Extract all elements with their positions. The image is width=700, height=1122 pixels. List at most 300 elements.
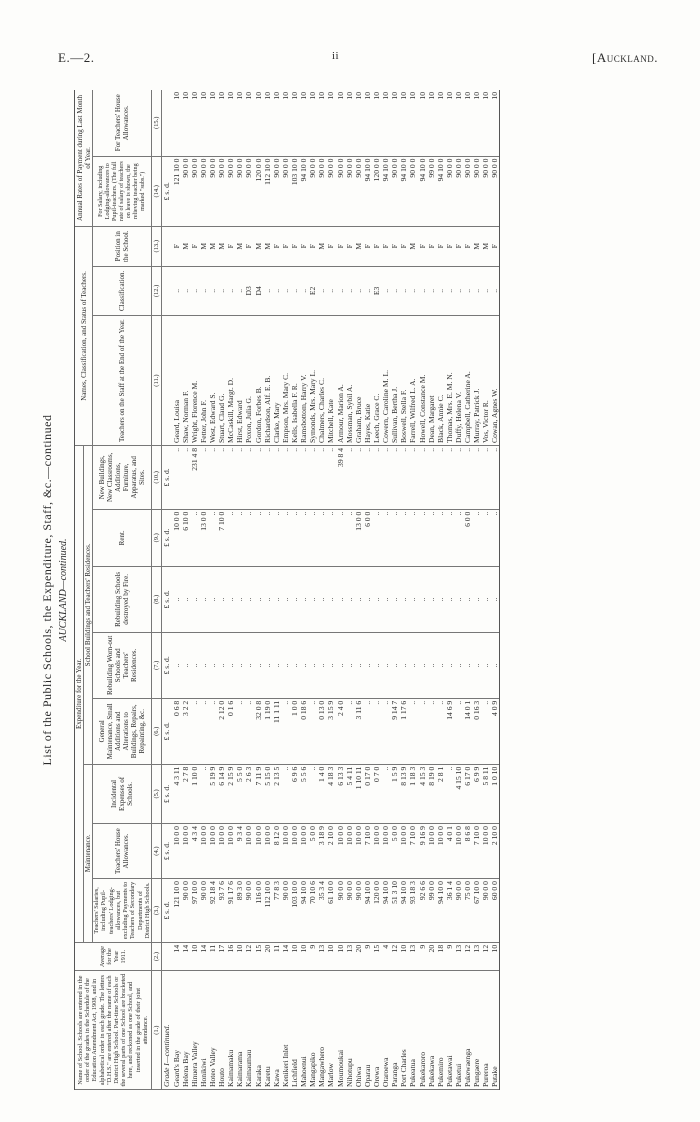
salary-rate-value: 90 0 0 <box>490 156 500 226</box>
rebuilding-fire-value: .. <box>336 566 345 632</box>
teacher-name: Kells, Isabella F. R. <box>290 316 299 446</box>
house-allowance-value: 10 0 0 <box>217 824 226 879</box>
new-buildings-value: .. <box>472 445 481 509</box>
teacher-name: Thomas, Mrs. E. M. N. <box>445 316 454 446</box>
rent-value: 6 0 0 <box>463 509 472 566</box>
rebuilding-fire-value: .. <box>490 566 500 632</box>
page-number: ii <box>332 50 340 62</box>
position-value: M <box>181 226 190 266</box>
rebuilding-fire-value: .. <box>408 566 417 632</box>
salaries-value: 90 0 0 <box>354 879 363 943</box>
rent-value: 7 10 0 <box>217 509 226 566</box>
maintenance-value: .. <box>199 698 208 764</box>
teacher-name: Cowan, Agnes W. <box>490 316 500 446</box>
rebuilding-worn-value: .. <box>354 632 363 698</box>
teacher-name: Gordon, Forbes B. <box>254 316 263 446</box>
teacher-name: Black, Annie C. <box>436 316 445 446</box>
rent-value: 6 10 0 <box>181 509 190 566</box>
position-value: M <box>481 226 490 266</box>
incidental-value: 4 15 3 <box>418 764 427 823</box>
maintenance-value: 0 1 6 <box>226 698 235 764</box>
salary-rate-value: 90 0 0 <box>345 156 354 226</box>
position-value: F <box>445 226 454 266</box>
rebuilding-worn-value: .. <box>263 632 272 698</box>
rebuilding-fire-value: .. <box>399 566 408 632</box>
maintenance-value: .. <box>381 698 390 764</box>
new-buildings-value: .. <box>399 445 408 509</box>
house-rate-value: 10 <box>490 90 500 156</box>
new-buildings-value: .. <box>490 445 500 509</box>
rebuilding-fire-value: .. <box>326 566 335 632</box>
house-allowance-value: 2 10 0 <box>326 824 335 879</box>
rebuilding-fire-value: .. <box>427 566 436 632</box>
house-allowance-value: 10 0 0 <box>263 824 272 879</box>
maintenance-value: 3 15 9 <box>326 698 335 764</box>
col-header-salaries: Teachers' Salaries, including Pupil-teachers' Lodging-allowances, but excluding Payments to Teachers of Secondary Departments of District High Schools. <box>93 879 152 943</box>
rent-value: .. <box>345 509 354 566</box>
salary-rate-value: 94 10 0 <box>299 156 308 226</box>
position-value: M <box>208 226 217 266</box>
house-allowance-value: 10 0 0 <box>427 824 436 879</box>
classification-value: D3 <box>244 266 253 316</box>
house-rate-value: 10 <box>181 90 190 156</box>
rebuilding-worn-value: .. <box>445 632 454 698</box>
school-name: Geard's Bay <box>172 971 181 1090</box>
school-name: Pungaere <box>472 971 481 1090</box>
rebuilding-fire-value: .. <box>345 566 354 632</box>
classification-value: .. <box>181 266 190 316</box>
incidental-value: 0 17 0 <box>363 764 372 823</box>
school-name: Honikiwi <box>199 971 208 1090</box>
salaries-value: 90 0 0 <box>281 879 290 943</box>
position-value: F <box>272 226 281 266</box>
page-header-right: [Auckland. <box>592 50 658 65</box>
incidental-value: 4 18 3 <box>326 764 335 823</box>
rent-value: .. <box>336 509 345 566</box>
position-value: F <box>390 226 399 266</box>
school-name: Pukekawa <box>427 971 436 1090</box>
incidental-value: 8 19 0 <box>427 764 436 823</box>
col-header-position: Position in the School. <box>93 226 152 266</box>
rent-value: .. <box>290 509 299 566</box>
incidental-value: 6 9 9 <box>472 764 481 823</box>
table-row <box>326 90 335 1090</box>
average-attendance: 9 <box>308 942 317 970</box>
average-attendance: 12 <box>390 942 399 970</box>
classification-value: .. <box>235 266 244 316</box>
table-row <box>308 90 317 1090</box>
grade-label: Grade I—continued. <box>162 971 172 1090</box>
table-row <box>336 90 345 1090</box>
salary-rate-value: 99 0 0 <box>427 156 436 226</box>
new-buildings-value: .. <box>217 445 226 509</box>
table-row <box>208 90 217 1090</box>
school-name: Kawa <box>272 971 281 1090</box>
house-allowance-value: 10 0 0 <box>172 824 181 879</box>
classification-value: .. <box>208 266 217 316</box>
new-buildings-value: .. <box>208 445 217 509</box>
new-buildings-value: .. <box>317 445 326 509</box>
group-header-maintenance: Maintenance. <box>84 764 93 942</box>
salary-rate-value: 90 0 0 <box>190 156 199 226</box>
new-buildings-value: .. <box>445 445 454 509</box>
house-rate-value: 10 <box>208 90 217 156</box>
maintenance-value: .. <box>308 698 317 764</box>
house-allowance-value: 10 0 0 <box>281 824 290 879</box>
school-name: Otaroewa <box>381 971 390 1090</box>
teacher-name: Wright, Florence M. <box>190 316 199 446</box>
salary-rate-value: 112 10 0 <box>263 156 272 226</box>
maintenance-value: .. <box>190 698 199 764</box>
salaries-value: 90 0 0 <box>345 879 354 943</box>
average-attendance: 14 <box>199 942 208 970</box>
average-attendance: 15 <box>254 942 263 970</box>
salaries-value: 91 17 6 <box>226 879 235 943</box>
incidental-value: 4 15 10 <box>454 764 463 823</box>
house-allowance-value: 10 0 0 <box>336 824 345 879</box>
col-header-general-maintenance: General Maintenance, Small Additions and Alterations to Buildings, Repairs, Repainting, &c. <box>93 698 152 764</box>
maintenance-value: .. <box>372 698 381 764</box>
classification-value: .. <box>354 266 363 316</box>
house-allowance-value: 10 0 0 <box>199 824 208 879</box>
incidental-value: 8 13 9 <box>399 764 408 823</box>
average-attendance: 12 <box>244 942 253 970</box>
salaries-value: 89 3 0 <box>235 879 244 943</box>
school-name: Port Charles <box>399 971 408 1090</box>
salary-rate-value: 90 0 0 <box>326 156 335 226</box>
average-attendance: 20 <box>263 942 272 970</box>
col-number: (14.) <box>151 156 161 226</box>
table-row <box>199 90 208 1090</box>
rebuilding-fire-value: .. <box>390 566 399 632</box>
rent-value: .. <box>399 509 408 566</box>
maintenance-value: 3 2 2 <box>181 698 190 764</box>
position-value: F <box>363 226 372 266</box>
col-number: (10.) <box>151 445 161 509</box>
salary-rate-value: 94 10 0 <box>418 156 427 226</box>
new-buildings-value: .. <box>290 445 299 509</box>
house-rate-value: 10 <box>445 90 454 156</box>
maintenance-value: .. <box>418 698 427 764</box>
house-rate-value: 10 <box>217 90 226 156</box>
rent-value: .. <box>299 509 308 566</box>
col-number: (9.) <box>151 509 161 566</box>
house-allowance-value: 10 0 0 <box>372 824 381 879</box>
rent-value: .. <box>490 509 500 566</box>
maintenance-value: .. <box>281 698 290 764</box>
rebuilding-worn-value: .. <box>481 632 490 698</box>
house-rate-value: 10 <box>436 90 445 156</box>
salary-rate-value: 90 0 0 <box>244 156 253 226</box>
incidental-value: 1 5 9 <box>390 764 399 823</box>
rebuilding-worn-value: .. <box>418 632 427 698</box>
col-header-rebuilding-fire: Rebuilding Schools destroyed by Fire. <box>93 566 152 632</box>
house-allowance-value: 9 3 4 <box>235 824 244 879</box>
new-buildings-value: .. <box>235 445 244 509</box>
rebuilding-fire-value: .. <box>199 566 208 632</box>
new-buildings-value: .. <box>345 445 354 509</box>
house-rate-value: 10 <box>317 90 326 156</box>
classification-value: .. <box>490 266 500 316</box>
salaries-value: 90 0 0 <box>199 879 208 943</box>
new-buildings-value: .. <box>226 445 235 509</box>
unit-label: £ s. d. <box>162 156 172 226</box>
rent-value: .. <box>308 509 317 566</box>
teacher-name: Leech, Grace C. <box>372 316 381 446</box>
position-value: F <box>345 226 354 266</box>
rent-value: .. <box>436 509 445 566</box>
rebuilding-worn-value: .. <box>217 632 226 698</box>
col-number: (2.) <box>151 942 161 970</box>
table-row <box>454 90 463 1090</box>
incidental-value: 1 10 0 <box>190 764 199 823</box>
unit-label: £ s. d. <box>162 698 172 764</box>
rebuilding-worn-value: .. <box>454 632 463 698</box>
house-rate-value: 10 <box>463 90 472 156</box>
rebuilding-worn-value: .. <box>226 632 235 698</box>
house-rate-value: 10 <box>363 90 372 156</box>
maintenance-value: 1 0 0 <box>290 698 299 764</box>
house-allowance-value: 9 16 9 <box>418 824 427 879</box>
maintenance-value: 2 12 0 <box>217 698 226 764</box>
unit-label: £ s. d. <box>162 879 172 943</box>
school-name: Mahoenui <box>299 971 308 1090</box>
new-buildings-value: .. <box>354 445 363 509</box>
rent-value: .. <box>254 509 263 566</box>
classification-value: .. <box>217 266 226 316</box>
incidental-value: 5 19 9 <box>208 764 217 823</box>
maintenance-value: 0 18 6 <box>299 698 308 764</box>
rent-value: .. <box>272 509 281 566</box>
average-attendance: 13 <box>472 942 481 970</box>
maintenance-value: .. <box>408 698 417 764</box>
average-attendance: 10 <box>190 942 199 970</box>
classification-value: .. <box>272 266 281 316</box>
incidental-value: 5 15 0 <box>263 764 272 823</box>
table-row <box>181 90 190 1090</box>
table-row <box>381 90 390 1090</box>
teacher-name: Mossman, Sybil A. <box>345 316 354 446</box>
maintenance-value: .. <box>454 698 463 764</box>
average-attendance: 12 <box>463 942 472 970</box>
salaries-value: 90 0 0 <box>481 879 490 943</box>
incidental-value: .. <box>308 764 317 823</box>
col-number: (11.) <box>151 316 161 446</box>
salaries-value: 90 0 0 <box>244 879 253 943</box>
school-name: Orewa <box>372 971 381 1090</box>
rent-value: .. <box>190 509 199 566</box>
group-header-expenditure: Expenditure for the Year. <box>75 445 84 942</box>
rent-value: .. <box>418 509 427 566</box>
average-attendance: 10 <box>235 942 244 970</box>
salary-rate-value: 90 0 0 <box>454 156 463 226</box>
salaries-value: 93 7 6 <box>217 879 226 943</box>
rebuilding-worn-value: .. <box>390 632 399 698</box>
salary-rate-value: 90 0 0 <box>217 156 226 226</box>
average-attendance: 20 <box>354 942 363 970</box>
classification-value: .. <box>326 266 335 316</box>
house-allowance-value: 10 0 0 <box>299 824 308 879</box>
school-name: Pureroa <box>481 971 490 1090</box>
incidental-value: 4 3 11 <box>172 764 181 823</box>
average-attendance: 10 <box>490 942 500 970</box>
classification-value: .. <box>172 266 181 316</box>
house-allowance-value: 10 0 0 <box>436 824 445 879</box>
classification-value: .. <box>399 266 408 316</box>
rent-value: .. <box>263 509 272 566</box>
average-attendance: 9 <box>363 942 372 970</box>
classification-value: .. <box>472 266 481 316</box>
classification-value: .. <box>190 266 199 316</box>
rent-value: .. <box>372 509 381 566</box>
house-rate-value: 10 <box>336 90 345 156</box>
classification-value: .. <box>363 266 372 316</box>
salaries-value: 120 0 0 <box>372 879 381 943</box>
position-value: M <box>235 226 244 266</box>
salaries-value: 75 0 0 <box>463 879 472 943</box>
salary-rate-value: 103 10 0 <box>290 156 299 226</box>
teacher-name: Fetter, John F. <box>199 316 208 446</box>
salary-rate-value: 94 10 0 <box>381 156 390 226</box>
classification-value: .. <box>317 266 326 316</box>
rent-value: .. <box>445 509 454 566</box>
rent-value: .. <box>317 509 326 566</box>
teacher-name: Howell, Constance M. <box>418 316 427 446</box>
classification-value: .. <box>445 266 454 316</box>
house-rate-value: 10 <box>472 90 481 156</box>
teacher-name: Hirst, Edward <box>235 316 244 446</box>
rebuilding-worn-value: .. <box>436 632 445 698</box>
average-attendance: 14 <box>181 942 190 970</box>
col-header-rebuilding-worn: Rebuilding Worn-out Schools and Teachers' Residences. <box>93 632 152 698</box>
maintenance-value: .. <box>345 698 354 764</box>
teacher-name: Stuart, Claud G. <box>217 316 226 446</box>
average-attendance: 13 <box>454 942 463 970</box>
incidental-value: 7 11 9 <box>254 764 263 823</box>
maintenance-value: 0 16 3 <box>472 698 481 764</box>
house-rate-value: 10 <box>408 90 417 156</box>
table-row <box>363 90 372 1090</box>
salaries-value: 60 0 0 <box>490 879 500 943</box>
maintenance-value: .. <box>235 698 244 764</box>
table-row <box>490 90 500 1090</box>
unit-label: £ s. d. <box>162 445 172 509</box>
rent-value: .. <box>326 509 335 566</box>
average-attendance: 16 <box>226 942 235 970</box>
position-value: M <box>254 226 263 266</box>
house-allowance-value: 10 0 0 <box>208 824 217 879</box>
maintenance-value: 1 17 6 <box>399 698 408 764</box>
new-buildings-value: .. <box>181 445 190 509</box>
classification-value: .. <box>290 266 299 316</box>
incidental-value: .. <box>381 764 390 823</box>
classification-value: .. <box>336 266 345 316</box>
table-row <box>235 90 244 1090</box>
average-attendance: 10 <box>290 942 299 970</box>
house-allowance-value: 10 0 0 <box>454 824 463 879</box>
table-title: List of the Public Schools, the Expenditure, Staff, &c.—continued <box>40 414 54 766</box>
salary-rate-value: 90 0 0 <box>208 156 217 226</box>
table-row <box>345 90 354 1090</box>
salary-rate-value: 90 0 0 <box>336 156 345 226</box>
col-header-classification: Classification. <box>93 266 152 316</box>
table-row <box>217 90 226 1090</box>
school-name: Ohiwa <box>354 971 363 1090</box>
house-rate-value: 10 <box>418 90 427 156</box>
incidental-value: .. <box>281 764 290 823</box>
house-rate-value: 10 <box>354 90 363 156</box>
salary-rate-value: 90 0 0 <box>445 156 454 226</box>
table-row <box>372 90 381 1090</box>
rebuilding-fire-value: .. <box>208 566 217 632</box>
salaries-value: 97 10 0 <box>190 879 199 943</box>
salary-rate-value: 90 0 0 <box>199 156 208 226</box>
rebuilding-worn-value: .. <box>372 632 381 698</box>
group-header-buildings: School Buildings and Teachers' Residences. <box>84 445 93 764</box>
classification-value: .. <box>226 266 235 316</box>
new-buildings-value: .. <box>372 445 381 509</box>
classification-value: .. <box>390 266 399 316</box>
average-attendance: 10 <box>326 942 335 970</box>
classification-value: .. <box>299 266 308 316</box>
rebuilding-fire-value: .. <box>481 566 490 632</box>
new-buildings-value: .. <box>381 445 390 509</box>
table-row <box>272 90 281 1090</box>
new-buildings-value: 231 4 8 <box>190 445 199 509</box>
col-number: (15.) <box>151 90 161 156</box>
rebuilding-fire-value: .. <box>445 566 454 632</box>
classification-value: E3 <box>372 266 381 316</box>
incidental-value: 6 13 3 <box>336 764 345 823</box>
new-buildings-value: .. <box>172 445 181 509</box>
page-header-left: E.—2. <box>58 50 95 65</box>
rebuilding-fire-value: .. <box>190 566 199 632</box>
classification-value: .. <box>427 266 436 316</box>
school-name: Kaimamaku <box>226 971 235 1090</box>
incidental-value: 2 13 5 <box>272 764 281 823</box>
rebuilding-worn-value: .. <box>463 632 472 698</box>
teacher-name: Hayes, Katie <box>363 316 372 446</box>
school-name: Mangapiko <box>308 971 317 1090</box>
school-name: Pukemiro <box>436 971 445 1090</box>
teacher-name: Campbell, Catherine A. <box>463 316 472 446</box>
salary-rate-value: 90 0 0 <box>354 156 363 226</box>
salaries-value: 35 3 4 <box>317 879 326 943</box>
new-buildings-value: 39 8 4 <box>336 445 345 509</box>
rebuilding-fire-value: .. <box>436 566 445 632</box>
rebuilding-fire-value: .. <box>308 566 317 632</box>
house-rate-value: 10 <box>345 90 354 156</box>
maintenance-value: 14 6 9 <box>445 698 454 764</box>
classification-value: .. <box>463 266 472 316</box>
incidental-value: 0 7 0 <box>372 764 381 823</box>
position-value: M <box>354 226 363 266</box>
position-value: M <box>317 226 326 266</box>
salaries-value: 103 10 0 <box>290 879 299 943</box>
col-number: (5.) <box>151 764 161 823</box>
house-rate-value: 10 <box>481 90 490 156</box>
school-name: Kaimaumau <box>244 971 253 1090</box>
maintenance-value: .. <box>363 698 372 764</box>
house-allowance-value: 10 0 0 <box>254 824 263 879</box>
incidental-value: 6 17 0 <box>463 764 472 823</box>
rebuilding-worn-value: .. <box>490 632 500 698</box>
house-rate-value: 10 <box>254 90 263 156</box>
house-rate-value: 10 <box>226 90 235 156</box>
salaries-value: 116 0 0 <box>254 879 263 943</box>
house-allowance-value: 10 0 0 <box>226 824 235 879</box>
salary-rate-value: 90 0 0 <box>408 156 417 226</box>
